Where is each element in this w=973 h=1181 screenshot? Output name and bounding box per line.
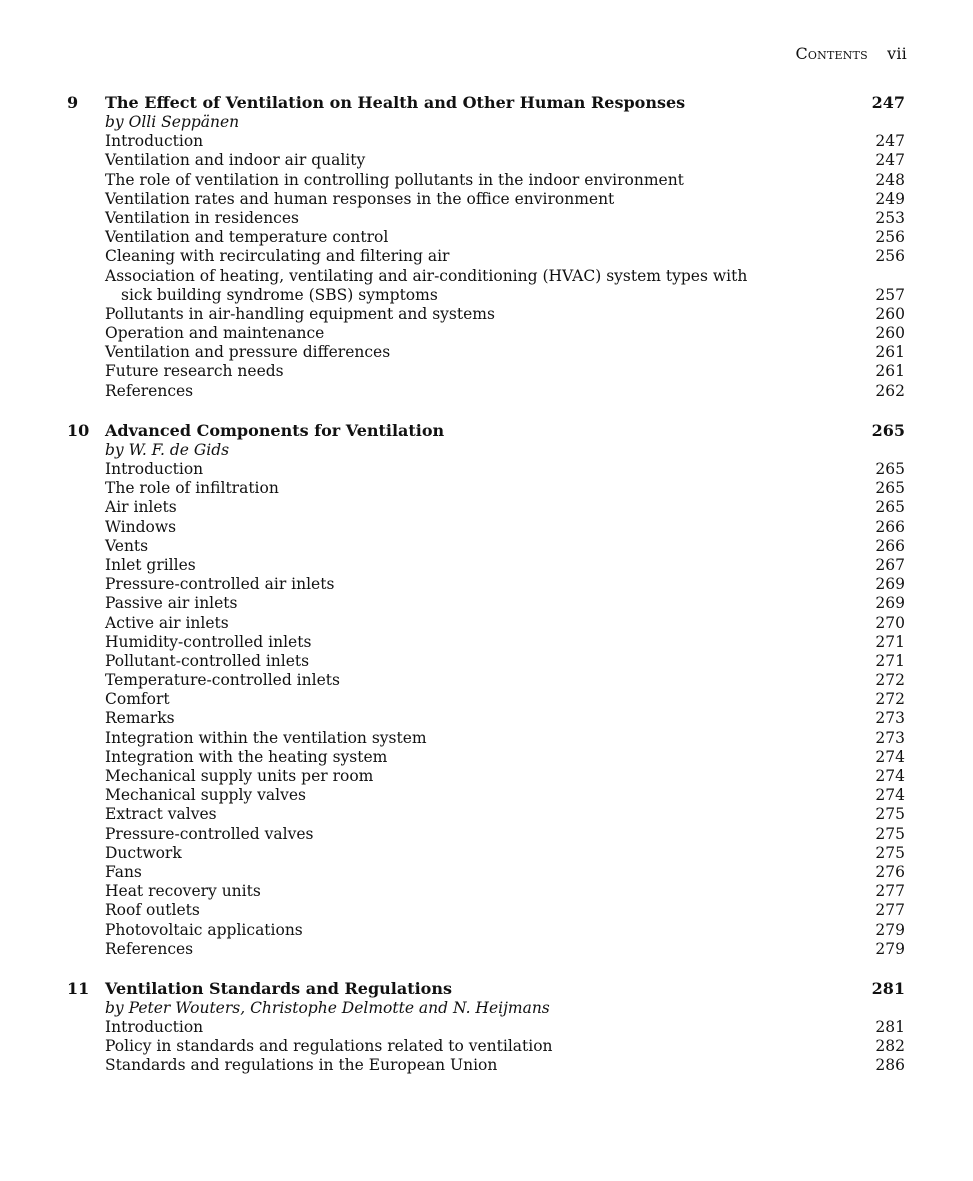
toc-entry-page-number: 266 (875, 536, 905, 555)
toc-entry-title: Mechanical supply valves (105, 786, 306, 805)
toc-entry[interactable] (0, 575, 973, 594)
toc-entry-page-number: 265 (875, 479, 905, 498)
toc-entry-title: Policy in standards and regulations related to ventilation (105, 1037, 553, 1056)
toc-entry-title: Heat recovery units (105, 882, 261, 901)
chapter-number: 11 (67, 978, 90, 998)
toc-entry[interactable] (0, 805, 973, 824)
chapter-author: by W. F. de Gids (105, 440, 230, 459)
toc-entry[interactable] (0, 324, 973, 343)
toc-entry-title: Integration within the ventilation system (105, 728, 427, 747)
toc-entry[interactable] (0, 709, 973, 728)
chapter-heading[interactable] (0, 92, 973, 113)
toc-entry-page-number: 274 (875, 767, 905, 785)
toc-entry[interactable] (0, 362, 973, 381)
toc-entry-title: Pressure-controlled air inlets (105, 575, 335, 594)
chapter-number: 10 (67, 420, 90, 440)
toc-entry[interactable] (0, 825, 973, 844)
toc-entry-page-number: 282 (875, 1037, 905, 1056)
toc-entry-page-number: 272 (875, 671, 905, 690)
toc-entry-title: References (105, 939, 194, 958)
table-of-contents (0, 92, 973, 1095)
toc-entry[interactable] (0, 729, 973, 748)
toc-entry[interactable] (0, 748, 973, 767)
toc-entry-page-number: 279 (875, 939, 905, 958)
toc-entry[interactable] (0, 498, 973, 517)
toc-entry-title: Comfort (105, 690, 170, 709)
chapter-author-row (0, 441, 973, 460)
toc-entry-title: Introduction (105, 1018, 204, 1037)
toc-entry-title: Windows (105, 517, 177, 536)
toc-entry-title: Active air inlets (105, 613, 229, 632)
toc-entry-title: Inlet grilles (105, 555, 196, 574)
chapter-section (0, 978, 973, 1076)
toc-entry[interactable] (0, 460, 973, 479)
toc-entry[interactable] (0, 844, 973, 863)
chapter-page-number: 247 (871, 93, 905, 112)
toc-entry[interactable] (0, 1037, 973, 1056)
chapter-author: by Olli Seppänen (105, 113, 240, 131)
toc-entry-page-number: 267 (875, 555, 905, 574)
chapter-title: The Effect of Ventilation on Health and Other Human Responses (105, 93, 686, 112)
toc-entry-page-number: 279 (875, 920, 905, 939)
toc-entry-page-number: 265 (875, 460, 905, 478)
toc-entry-title: Introduction (105, 460, 204, 478)
running-head-page-number: vii (887, 44, 907, 63)
running-head (795, 44, 907, 63)
toc-entry-page-number: 265 (875, 498, 905, 517)
toc-entry-page-number: 270 (875, 613, 905, 632)
toc-entry-title: Mechanical supply units per room (105, 767, 374, 785)
toc-entry-page-number: 256 (875, 247, 905, 266)
toc-entry-page-number: 275 (875, 843, 905, 862)
toc-entry-title: Roof outlets (105, 901, 200, 920)
toc-entry[interactable] (0, 247, 973, 266)
toc-entry[interactable] (0, 382, 973, 401)
toc-entry-page-number: 271 (875, 651, 905, 670)
toc-entry[interactable] (0, 652, 973, 671)
toc-entry-title: References (105, 381, 194, 400)
toc-entry-title: Integration with the heating system (105, 747, 388, 766)
chapter-heading[interactable] (0, 978, 973, 999)
chapter-number: 9 (67, 93, 79, 112)
toc-entry-page-number: 272 (875, 690, 905, 709)
toc-entry[interactable] (0, 1056, 973, 1075)
toc-entry[interactable] (0, 1018, 973, 1037)
toc-entry-title: Pollutants in air-handling equipment and systems (105, 304, 495, 323)
toc-entry-title: Pressure-controlled valves (105, 824, 314, 843)
toc-entry[interactable] (0, 190, 973, 209)
chapter-author: by Peter Wouters, Christophe Delmotte and N. Heijmans (105, 998, 550, 1017)
toc-entry-page-number: 273 (875, 709, 905, 728)
toc-entry[interactable] (0, 132, 973, 151)
toc-entry-title: Cleaning with recirculating and filtering air (105, 247, 450, 266)
toc-entry[interactable] (0, 479, 973, 498)
toc-entry[interactable] (0, 518, 973, 537)
toc-entry-page-number: 277 (875, 882, 905, 901)
toc-entry-page-number: 269 (875, 594, 905, 613)
toc-entry-page-number: 286 (875, 1056, 905, 1075)
toc-entry-page-number: 260 (875, 304, 905, 323)
toc-entry-title: Introduction (105, 132, 204, 151)
toc-entry-title: Ductwork (105, 843, 182, 862)
toc-entry[interactable] (0, 882, 973, 901)
toc-entry-title: The role of ventilation in controlling pollutants in the indoor environment (105, 170, 684, 189)
toc-entry-title: Operation and maintenance (105, 324, 325, 343)
toc-entry-page-number: 274 (875, 747, 905, 766)
chapter-author-row (0, 113, 973, 132)
toc-entry[interactable] (0, 305, 973, 324)
chapter-title: Ventilation Standards and Regulations (105, 978, 452, 998)
toc-entry-page-number: 249 (875, 189, 905, 208)
toc-entry[interactable] (0, 671, 973, 690)
toc-entry-title: Ventilation and temperature control (105, 228, 389, 247)
toc-entry-title: The role of infiltration (105, 479, 279, 498)
toc-entry[interactable] (0, 921, 973, 940)
toc-entry[interactable] (0, 594, 973, 613)
toc-entry-title: Passive air inlets (105, 594, 238, 613)
toc-entry-page-number: 257 (875, 285, 905, 304)
chapter-page-number: 281 (871, 978, 905, 998)
toc-entry-title: Extract valves (105, 805, 217, 824)
toc-entry-page-number: 262 (875, 381, 905, 400)
toc-entry-page-number: 277 (875, 901, 905, 920)
toc-entry-title: Ventilation and pressure differences (105, 343, 391, 362)
toc-entry-title: Ventilation in residences (105, 208, 299, 227)
toc-entry-page-number: 281 (875, 1018, 905, 1037)
toc-entry-title: Ventilation rates and human responses in the office environment (105, 189, 615, 208)
toc-entry-page-number: 256 (875, 228, 905, 247)
toc-entry[interactable] (0, 786, 973, 805)
toc-entry-page-number: 275 (875, 805, 905, 824)
toc-entry-title: Photovoltaic applications (105, 920, 303, 939)
toc-entry-title: Temperature-controlled inlets (105, 671, 340, 690)
toc-entry-page-number: 269 (875, 575, 905, 594)
toc-entry[interactable] (0, 690, 973, 709)
toc-entry-title: Standards and regulations in the European Union (105, 1056, 498, 1075)
toc-entry[interactable] (0, 901, 973, 920)
running-head-label: Contents (795, 44, 868, 63)
toc-entry-page-number: 261 (875, 343, 905, 362)
toc-entry-title: Air inlets (105, 498, 177, 517)
toc-entry-page-number: 276 (875, 862, 905, 881)
chapter-heading[interactable] (0, 420, 973, 441)
toc-entry-page-number: 275 (875, 824, 905, 843)
toc-entry-page-number: 253 (875, 208, 905, 227)
toc-entry[interactable] (0, 556, 973, 575)
toc-entry[interactable] (0, 228, 973, 247)
toc-entry-page-number: 248 (875, 170, 905, 189)
chapter-title: Advanced Components for Ventilation (105, 420, 445, 440)
toc-entry[interactable] (0, 863, 973, 882)
toc-entry[interactable] (0, 267, 973, 286)
toc-entry-title: Pollutant-controlled inlets (105, 651, 310, 670)
toc-entry-title: Fans (105, 862, 142, 881)
chapter-section (0, 420, 973, 959)
toc-entry[interactable] (0, 171, 973, 190)
toc-entry[interactable] (0, 209, 973, 228)
toc-entry-page-number: 273 (875, 728, 905, 747)
toc-entry-page-number: 261 (875, 362, 905, 381)
toc-entry-page-number: 271 (875, 632, 905, 651)
toc-entry-title: Remarks (105, 709, 175, 728)
toc-entry[interactable] (0, 286, 973, 305)
toc-entry-title: Humidity-controlled inlets (105, 632, 312, 651)
toc-entry[interactable] (0, 767, 973, 786)
toc-entry[interactable] (0, 940, 973, 959)
toc-entry[interactable] (0, 151, 973, 170)
toc-entry-title: Association of heating, ventilating and air-conditioning (HVAC) system types with (105, 266, 748, 285)
chapter-page-number: 265 (871, 420, 905, 440)
chapter-author-row (0, 999, 973, 1018)
chapter-section (0, 92, 973, 401)
toc-entry-page-number: 247 (875, 151, 905, 170)
toc-entry-title: Future research needs (105, 362, 284, 381)
toc-entry[interactable] (0, 614, 973, 633)
toc-entry-page-number: 266 (875, 517, 905, 536)
toc-entry[interactable] (0, 343, 973, 362)
toc-entry-page-number: 247 (875, 132, 905, 151)
toc-entry-page-number: 274 (875, 786, 905, 805)
toc-entry-page-number: 260 (875, 324, 905, 343)
toc-entry-title: Ventilation and indoor air quality (105, 151, 366, 170)
toc-entry-title: sick building syndrome (SBS) symptoms (121, 285, 438, 304)
toc-entry-title: Vents (105, 536, 149, 555)
toc-entry[interactable] (0, 537, 973, 556)
toc-entry[interactable] (0, 633, 973, 652)
